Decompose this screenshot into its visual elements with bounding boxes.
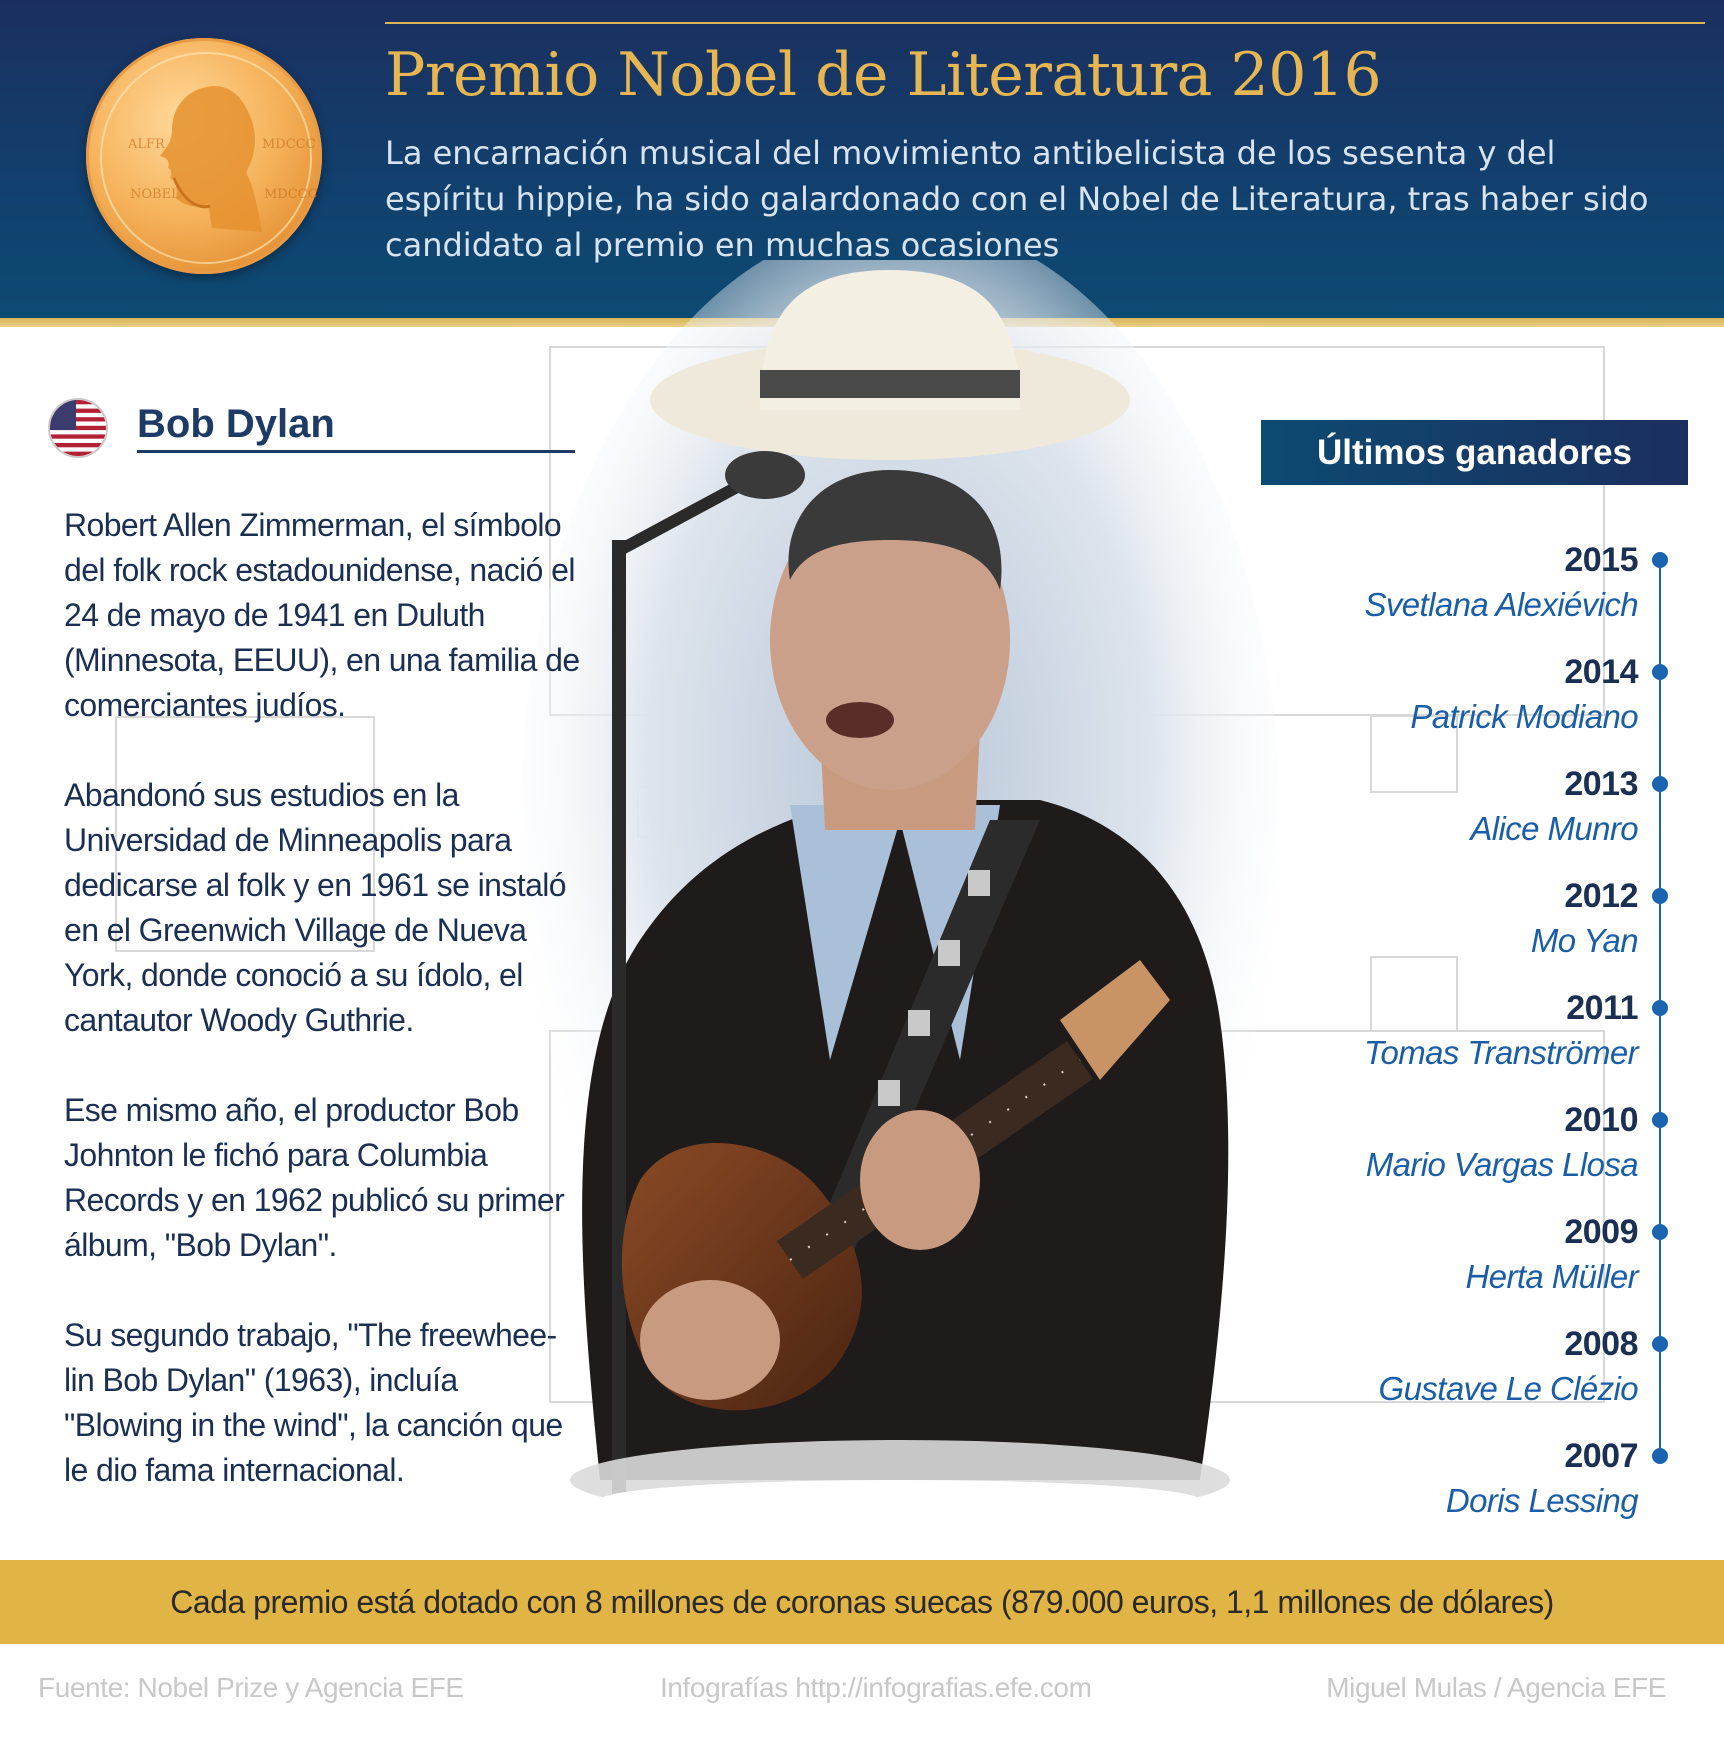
- timeline-dot: [1652, 1224, 1668, 1240]
- winner-year: 2013: [1564, 765, 1638, 803]
- winner-name: Svetlana Alexiévich: [1364, 586, 1638, 623]
- svg-text:NOBEL: NOBEL: [130, 187, 180, 202]
- svg-text:MDCCC: MDCCC: [262, 137, 316, 152]
- winner-item: [1465, 1212, 1638, 1297]
- winner-name: Patrick Modiano: [1410, 698, 1638, 735]
- header-divider: [385, 22, 1705, 24]
- bob-dylan-photo: [520, 260, 1280, 1510]
- winner-name: Mario Vargas Llosa: [1365, 1146, 1638, 1183]
- prize-note: Cada premio está dotado con 8 millones de coronas suecas (879.000 euros, 1,1 millones de dólares): [170, 1583, 1554, 1620]
- svg-text:ALFR: ALFR: [128, 137, 165, 152]
- timeline-dot: [1652, 1000, 1668, 1016]
- winner-year: 2014: [1564, 653, 1638, 691]
- winner-year: 2007: [1564, 1437, 1638, 1475]
- footer-site: Infografías http://infografias.efe.com: [660, 1672, 1092, 1703]
- winner-name: Gustave Le Clézio: [1378, 1370, 1638, 1407]
- footer-author: Miguel Mulas / Agencia EFE: [1326, 1672, 1666, 1703]
- timeline-dot: [1652, 1112, 1668, 1128]
- page-title: Premio Nobel de Literatura 2016: [385, 40, 1382, 110]
- timeline-dot: [1652, 776, 1668, 792]
- bio-paragraph: Ese mismo año, el productor Bob Johnton le fichó para Columbia Records y en 1962 publicó su primer álbum, "Bob Dylan".: [64, 1092, 565, 1263]
- winner-item: [1379, 1324, 1638, 1409]
- svg-text:MDCCC: MDCCC: [264, 187, 318, 202]
- winner-item: [1364, 540, 1638, 625]
- nobel-medal-icon: [86, 38, 322, 274]
- bio-paragraph: Abandonó sus estudios en la Universidad de Minneapolis para dedicarse al folk y en 1961 se instaló en el Greenwich Village de Nueva York, donde conoció a su ídolo, el cantautor Woody Guthrie.: [64, 777, 566, 1038]
- winner-year: 2012: [1564, 877, 1638, 915]
- us-flag-icon: [50, 400, 106, 456]
- winner-item: [1446, 1436, 1638, 1521]
- prize-note-bar: [0, 1560, 1724, 1644]
- winner-name: Alice Munro: [1470, 810, 1638, 847]
- winner-year: 2011: [1566, 989, 1638, 1027]
- footer-source: Fuente: Nobel Prize y Agencia EFE: [38, 1672, 464, 1703]
- winner-year: 2015: [1564, 541, 1638, 579]
- person-name: Bob Dylan: [137, 402, 335, 446]
- winner-year: 2009: [1564, 1213, 1638, 1251]
- winners-title: Últimos ganadores: [1261, 420, 1688, 485]
- winner-item: [1364, 988, 1638, 1073]
- page-subtitle: La encarnación musical del movimiento antibelicista de los sesenta y del espíritu hippie, ha sido galardonado con el Nobel de Literatura, tras haber sido candidato al premio en muchas ocasiones: [385, 134, 1649, 264]
- timeline-dot: [1652, 1336, 1668, 1352]
- timeline-dot: [1652, 1448, 1668, 1464]
- winner-item: [1531, 876, 1638, 961]
- timeline-dot: [1652, 664, 1668, 680]
- bio-paragraph: Su segundo trabajo, "The freewhee-lin Bob Dylan" (1963), incluía "Blowing in the wind", la canción que le dio fama internacional.: [64, 1317, 563, 1488]
- winner-item: [1470, 764, 1638, 849]
- winner-name: Doris Lessing: [1445, 1482, 1638, 1519]
- winner-name: Tomas Tranströmer: [1363, 1034, 1638, 1071]
- winner-name: Herta Müller: [1465, 1258, 1638, 1295]
- biography: [64, 503, 584, 1538]
- winner-year: 2010: [1564, 1101, 1638, 1139]
- timeline-dot: [1652, 888, 1668, 904]
- winner-item: [1410, 652, 1638, 737]
- winner-item: [1366, 1100, 1638, 1185]
- winner-year: 2008: [1564, 1325, 1638, 1363]
- bio-paragraph: Robert Allen Zimmerman, el símbolo del folk rock estadounidense, nació el 24 de mayo de 1941 en Duluth (Minnesota, EEUU), en una familia de comerciantes judíos.: [64, 507, 580, 723]
- winner-name: Mo Yan: [1530, 922, 1638, 959]
- timeline-dot: [1652, 552, 1668, 568]
- name-underline: [137, 450, 575, 453]
